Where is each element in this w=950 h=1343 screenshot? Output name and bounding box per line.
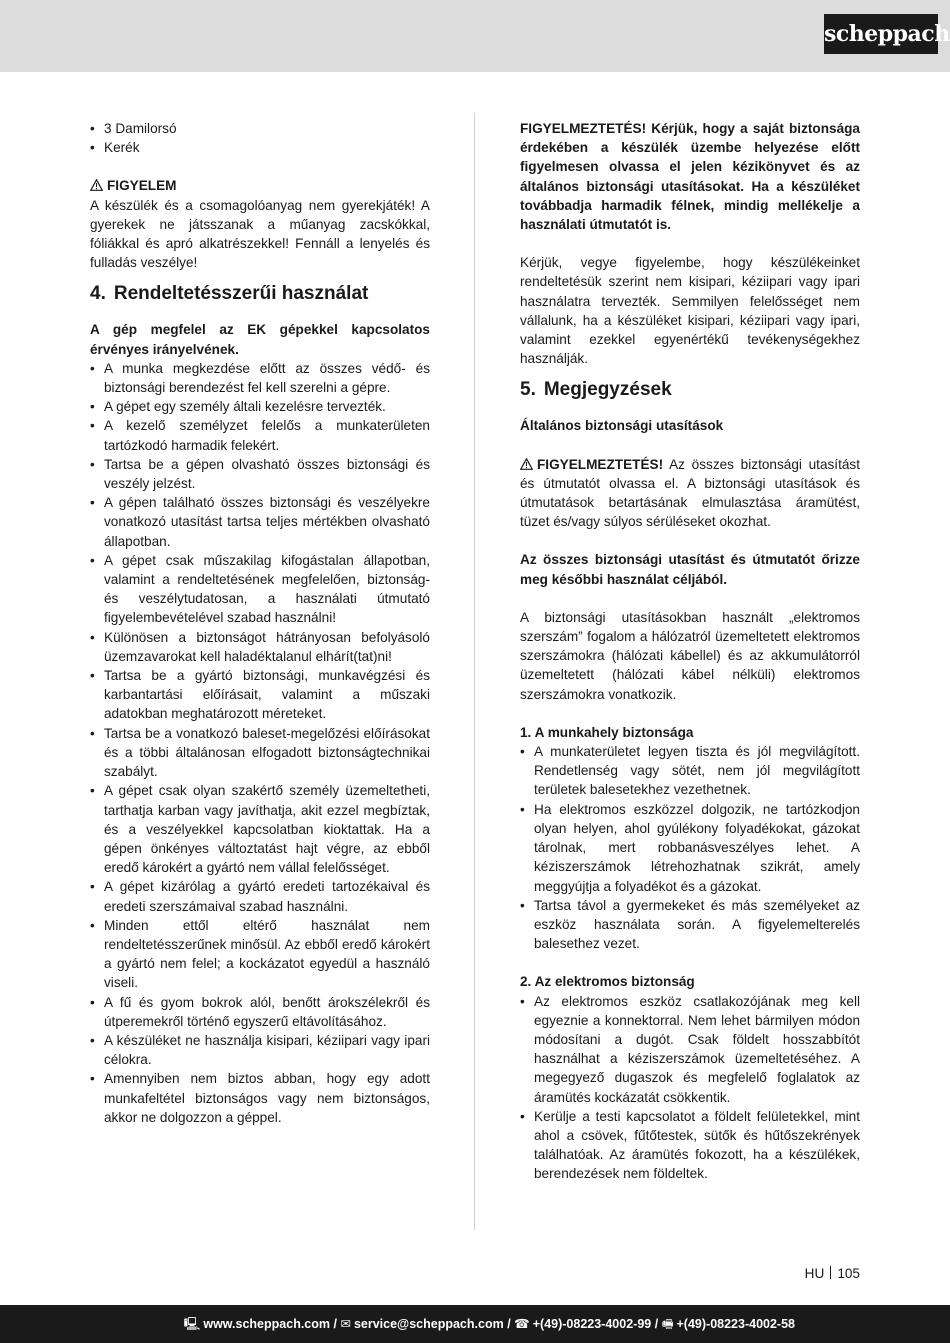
- list-item: • A gépet csak olyan szakértő személy üzemeltetheti, tarthatja karban vagy javíthatja, akit ezzel megbíztak, és a veszélyekkel kapcsolatban kioktattak. Ha a gépen önkényes változtatást hajt végre, az ebből eredő károkért a gyártó nem vállal felelősséget.: [90, 781, 430, 877]
- footer-bar: [0, 1305, 950, 1343]
- section-number: 4.: [90, 283, 106, 305]
- manual-warning-block: FIGYELMEZTETÉS! Kérjük, hogy a saját biztonsága érdekében a készülék üzembe helyezése előtt figyelmesen olvassa el jelen kézikönyvet és az általános biztonsági utasításokat. Ha a készüléket továbbadja harmadik félnek, mindig mellékelje a használati útmutatót is.: [520, 121, 860, 233]
- section-heading-5: [520, 378, 860, 402]
- list-item: • A gépet kizárólag a gyártó eredeti tartozékaival és eredeti szerszámaival szabad használni.: [90, 877, 430, 915]
- page-number-value: 105: [837, 1266, 860, 1281]
- intended-use-list: [90, 359, 430, 1127]
- list-item: • Ha elektromos eszközzel dolgozik, ne tartózkodjon olyan helyen, ahol gyúlékony folyadékokat, gázokat tárolnak, mert robbanásveszélyes lehet. A kéziszerszámok létrehozhatnak szikrát, amely meggyújtja a folyadékot és a gázokat.: [520, 800, 860, 896]
- language-code: HU: [804, 1266, 825, 1281]
- column-divider: [474, 113, 475, 1230]
- footer-fax: +(49)-08223-4002-58: [676, 1317, 795, 1331]
- list-item: • A gépet egy személy általi kezelésre tervezték.: [90, 397, 430, 416]
- list-item: • Tartsa be a gyártó biztonsági, munkavégzési és karbantartási előírásait, valamint a műszaki adatokban meghatározott méreteket.: [90, 666, 430, 724]
- footer-separator: /: [333, 1317, 337, 1331]
- warning-title: FIGYELEM: [107, 178, 177, 194]
- list-item: • A kezelő személyzet felelős a munkaterületen tartózkodó harmadik felekért.: [90, 416, 430, 454]
- page-number: [790, 1264, 860, 1283]
- list-item: • Tartsa távol a gyermekeket és más személyeket az eszköz használata során. A figyelemelterelés balesethez vezet.: [520, 896, 860, 954]
- subheading: Általános biztonsági utasítások: [520, 418, 724, 434]
- scope-of-delivery-list: [90, 119, 430, 157]
- warning-label: FIGYELMEZTETÉS!: [537, 456, 664, 472]
- list-item: • A gépet csak műszakilag kifogástalan állapotban, valamint a rendeltetésének megfelelően, biztonság- és veszélytudatosan, a használati útmutató figyelembevételével szabad használni!: [90, 551, 430, 628]
- warning-triangle-icon: [90, 179, 103, 191]
- footer-phone: +(49)-08223-4002-99: [532, 1317, 652, 1331]
- left-column: [90, 119, 430, 1127]
- list-item: • A fű és gyom bokrok alól, benőtt árokszélekről és útperemekről történő egyszerű eltávolításához.: [90, 993, 430, 1031]
- footer-email[interactable]: service@scheppach.com: [353, 1317, 504, 1331]
- footer-website[interactable]: www.scheppach.com: [203, 1317, 330, 1331]
- warning-text: A készülék és a csomagolóanyag nem gyerekjáték! A gyerekek ne játsszanak a műanyag zacskókkal, fóliákkal és apró alkatrészekkel! Fennáll a lenyelés és fulladás veszélye!: [90, 197, 430, 271]
- electrical-safety-list: [520, 992, 860, 1184]
- right-column: [520, 119, 860, 1184]
- warning-heading: [90, 176, 430, 195]
- fax-icon: 🖷: [661, 1317, 674, 1331]
- usage-note-paragraph: Kérjük, vegye figyelembe, hogy készülékeinket rendeltetésük szerint nem kisipari, kéziipari vagy ipari használatra tervezték. Semmilyen felelősséget nem vállalunk, ha a készüléket kisipari, kéziipari vagy ipari, valamint ezekkel egyenértékű tevékenységekhez használják.: [520, 255, 860, 367]
- power-tool-definition: A biztonsági utasításokban használt „elektromos szerszám” fogalom a hálózatról üzemeltetett elektromos szerszámokra (hálózati kábellel) és az akkumulátorról üzemeltetett (hálózati kábel nélküli) elektromos szerszámokra vonatkozik.: [520, 609, 860, 702]
- phone-icon: ☎: [514, 1317, 530, 1331]
- list-item: • A gépen található összes biztonsági és veszélyekre vonatkozó utasítást tartsa teljes mértékben olvasható állapotban.: [90, 493, 430, 551]
- safety-warning-paragraph: [520, 455, 860, 532]
- warning-triangle-icon: [520, 458, 533, 470]
- section-title: Rendeltetésszerűi használat: [113, 283, 369, 305]
- footer-contacts: [184, 1305, 795, 1343]
- section-heading-4: [90, 282, 430, 306]
- list-item: • Különösen a biztonságot hátrányosan befolyásoló üzemzavarokat kell haladéktalanul elhárít(tat)ni!: [90, 628, 430, 666]
- list-item: • Amennyiben nem biztos abban, hogy egy adott munkafeltétel biztonságos vagy nem biztonságos, akkor ne dolgozzon a géppel.: [90, 1069, 430, 1127]
- warning-text: Az összes biztonsági utasítást és útmutatót olvassa el. A biztonsági utasítások és útmutatások betartásának elmulasztása áramütést, tüzet és/vagy súlyos sérüléseket okozhat.: [520, 456, 860, 530]
- section-title: Megjegyzések: [543, 379, 672, 401]
- computer-icon: 🖳: [183, 1317, 201, 1331]
- list-item: • Az elektromos eszköz csatlakozójának meg kell egyeznie a konnektorral. Nem lehet bármilyen módon módosítani a dugót. Csak földelt hosszabbítót használhat a kéziszerszámok üzemeltetéséhez. A megegyező dugaszok és megfelelő foglalatok az áramütés kockázatát csökkentik.: [520, 992, 860, 1107]
- email-icon: ✉: [340, 1317, 351, 1331]
- electrical-safety-heading: 2. Az elektromos biztonság: [520, 974, 695, 990]
- list-item: • Tartsa be a vonatkozó baleset-megelőzési előírásokat és a többi általánosan elfogadott biztonságtechnikai szabályt.: [90, 724, 430, 782]
- list-item: • A munkaterületet legyen tiszta és jól megvilágított. Rendetlenség vagy sötét, nem jól megvilágított területek balesetekhez vezethetnek.: [520, 742, 860, 800]
- header-band: [0, 0, 950, 72]
- list-item: • 3 Damilorsó: [90, 119, 430, 138]
- list-item: • Kerülje a testi kapcsolatot a földelt felületekkel, mint ahol a csövek, fűtőtestek, sütők és hűtőszekrények találhatóak. Az áramütés fokozott, ha a készülékek, berendezések nem földeltek.: [520, 1107, 860, 1184]
- list-item: • Tartsa be a gépen olvasható összes biztonsági és veszély jelzést.: [90, 455, 430, 493]
- workplace-safety-heading: 1. A munkahely biztonsága: [520, 724, 694, 740]
- list-item: • Minden ettől eltérő használat nem rendeltetésszerűnek minősül. Az ebből eredő károkért a gyártó nem felel; a kockázatot egyedül a használó viseli.: [90, 916, 430, 993]
- keep-instructions-note: Az összes biztonsági utasítást és útmutatót őrizze meg későbbi használat céljából.: [520, 552, 860, 587]
- page-number-separator: [830, 1266, 831, 1279]
- section-number: 5.: [520, 379, 536, 401]
- workplace-safety-list: [520, 742, 860, 953]
- footer-separator: /: [507, 1317, 511, 1331]
- list-item: • A munka megkezdése előtt az összes védő- és biztonsági berendezést fel kell szerelni a gépre.: [90, 359, 430, 397]
- scheppach-logo: scheppach: [824, 14, 938, 54]
- section-lead: A gép megfelel az EK gépekkel kapcsolatos érvényes irányelvének.: [90, 322, 430, 357]
- footer-separator: /: [654, 1317, 659, 1331]
- list-item: • Kerék: [90, 138, 430, 157]
- list-item: • A készüléket ne használja kisipari, kéziipari vagy ipari célokra.: [90, 1031, 430, 1069]
